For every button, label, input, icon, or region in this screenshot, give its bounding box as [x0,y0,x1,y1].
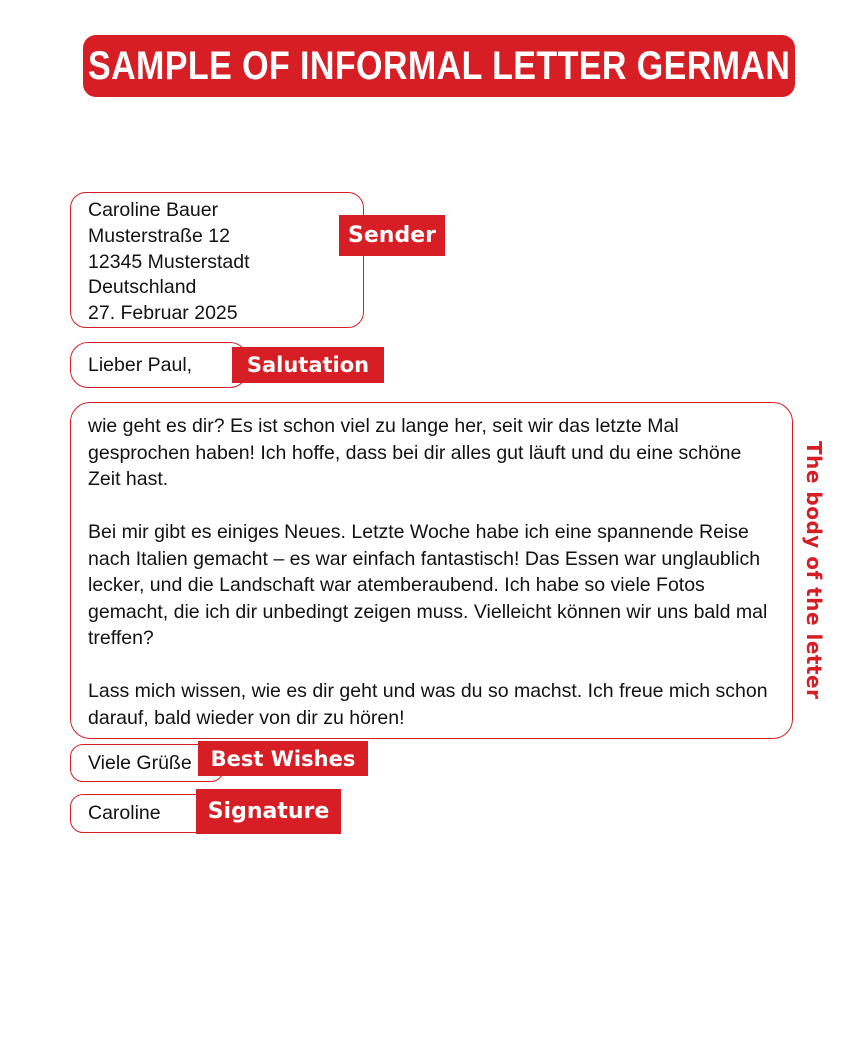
sender-country-line: Deutschland [88,276,197,299]
salutation-text: Lieber Paul, [88,353,193,376]
salutation-box [70,342,248,388]
closing-label: Best Wishes [198,741,368,776]
signature-label: Signature [196,789,341,834]
sender-city-line: 12345 Musterstadt [88,250,250,273]
signature-text: Caroline [88,802,161,824]
sender-box [70,192,364,328]
sender-label: Sender [339,215,445,256]
sender-date-line: 27. Februar 2025 [88,302,238,325]
sender-street-line: Musterstraße 12 [88,224,230,247]
body-paragraph-2: Bei mir gibt es einiges Neues. Letzte Woche habe ich eine spannende Reise nach Italien gemacht – es war einfach fantastisch! Das Essen war unglaublich lecker, und die Landschaft war atemberaubend. Ich habe so viele Fotos gemacht, die ich dir unbedingt zeigen muss. Vielleicht können wir uns bald mal treffen? [88,521,768,649]
signature-box [70,794,210,833]
body-paragraph-1: wie geht es dir? Es ist schon viel zu lange her, seit wir das letzte Mal gesprochen haben! Ich hoffe, dass bei dir alles gut läuft und du eine schöne Zeit hast. [88,415,742,490]
title-banner [83,35,795,97]
body-side-label: The body of the letter [802,441,826,700]
salutation-label: Salutation [232,347,384,383]
closing-text: Viele Grüße [88,751,192,774]
body-paragraph-3: Lass mich wissen, wie es dir geht und was du so machst. Ich freue mich schon darauf, bald wieder von dir zu hören! [88,680,768,729]
page-title: SAMPLE OF INFORMAL LETTER GERMAN [87,43,791,88]
letter-body-box [70,402,793,739]
sender-name-line: Caroline Bauer [88,199,219,221]
